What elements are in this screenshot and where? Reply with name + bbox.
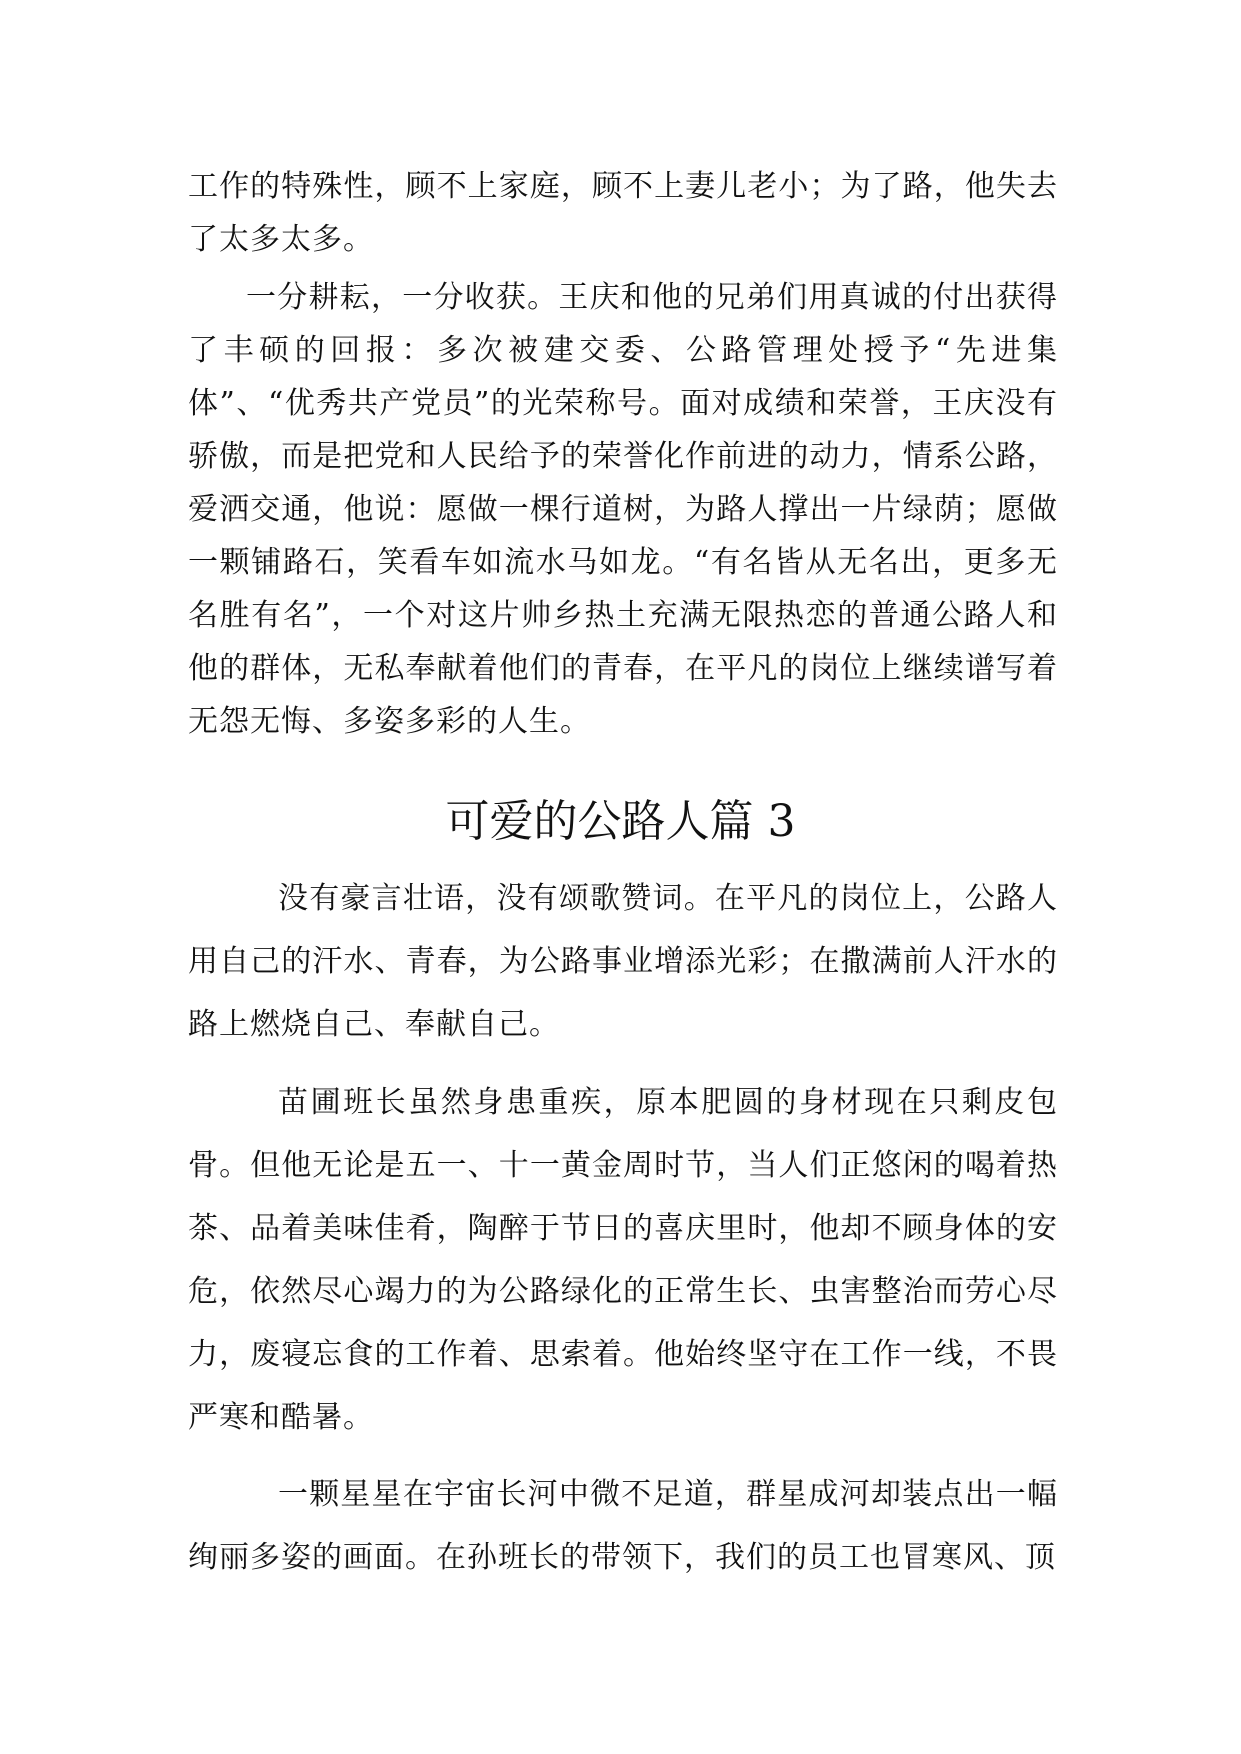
section-title: 可爱的公路人篇 3: [445, 796, 796, 847]
paragraph-stars: 一颗星星在宇宙长河中微不足道，群星成河却装点出一幅绚丽多姿的画面。在孙班长的带领下，我们的员工也冒寒风、顶: [188, 1477, 1058, 1575]
paragraph-intro: 没有豪言壮语，没有颂歌赞词。在平凡的岗位上，公路人用自己的汗水、青春，为公路事业增添光彩；在撒满前人汗水的路上燃烧自己、奉献自己。: [188, 881, 1058, 1042]
paragraph-wang-qing-honors: 一分耕耘，一分收获。王庆和他的兄弟们用真诚的付出获得了丰硕的回报：多次被建交委、公路管理处授予“先进集体”、“优秀共产党员”的光荣称号。面对成绩和荣誉，王庆没有骄傲，而是把党和人民给予的荣誉化作前进的动力，情系公路，爱洒交通，他说：愿做一棵行道树，为路人撑出一片绿荫；愿做一颗铺路石，笑看车如流水马如龙。“有名皆从无名出，更多无名胜有名”，一个对这片帅乡热土充满无限热恋的普通公路人和他的群体，无私奉献着他们的青春，在平凡的岗位上继续谱写着无怨无悔、多姿多彩的人生。: [188, 280, 1058, 739]
paragraph-nursery-leader: 苗圃班长虽然身患重疾，原本肥圆的身材现在只剩皮包骨。但他无论是五一、十一黄金周时节，当人们正悠闲的喝着热茶、品着美味佳肴，陶醉于节日的喜庆里时，他却不顾身体的安危，依然尽心竭力的为公路绿化的正常生长、虫害整治而劳心尽力，废寝忘食的工作着、思索着。他始终坚守在工作一线，不畏严寒和酷暑。: [188, 1085, 1058, 1435]
paragraph-family-sacrifice: 工作的特殊性，顾不上家庭，顾不上妻儿老小；为了路，他失去了太多太多。: [188, 169, 1058, 257]
